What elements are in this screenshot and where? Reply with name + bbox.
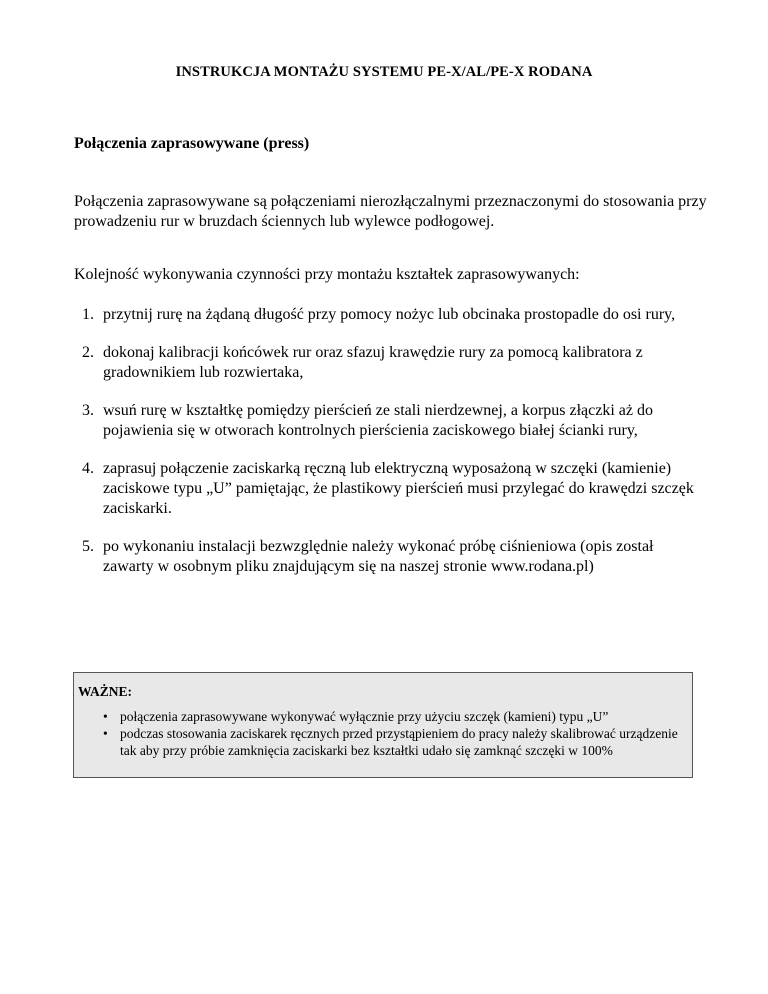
intro-paragraph: Połączenia zaprasowywane są połączeniami nierozłączalnymi przeznaczonymi do stosowania przy prowadzeniu rur w bruzdach ściennych lub wylewce podłogowej. <box>74 193 707 230</box>
step-text: wsuń rurę w kształtkę pomiędzy pierścień ze stali nierdzewnej, a korpus złączki aż do pojawienia się w otworach kontrolnych pierścienia zaciskowego białej ścianki rury, <box>103 402 654 439</box>
step-number: 3. <box>82 402 94 419</box>
section-heading: Połączenia zaprasowywane (press) <box>74 135 310 152</box>
step-number: 5. <box>82 538 94 555</box>
step-number: 1. <box>82 306 94 323</box>
important-notice-box <box>73 672 693 778</box>
notice-item-text: połączenia zaprasowywane wykonywać wyłącznie przy użyciu szczęk (kamieni) typu „U” <box>120 709 609 724</box>
steps-list <box>74 305 694 595</box>
step-item <box>74 305 694 325</box>
notice-item <box>78 725 682 759</box>
step-number: 2. <box>82 344 94 361</box>
notice-title: WAŻNE: <box>78 684 133 699</box>
step-text: dokonaj kalibracji końcówek rur oraz sfazuj krawędzie rury za pomocą kalibratora z gradownikiem lub rozwiertaka, <box>103 344 643 381</box>
step-item <box>74 343 694 383</box>
step-text: przytnij rurę na żądaną długość przy pomocy nożyc lub obcinaka prostopadle do osi rury, <box>103 306 676 323</box>
bullet-icon: • <box>103 726 108 741</box>
notice-list <box>78 708 682 759</box>
steps-lead-paragraph: Kolejność wykonywania czynności przy montażu kształtek zaprasowywanych: <box>74 266 580 283</box>
step-item <box>74 459 694 519</box>
step-item <box>74 401 694 441</box>
bullet-icon: • <box>103 709 108 724</box>
notice-item-text: podczas stosowania zaciskarek ręcznych przed przystąpieniem do pracy należy skalibrować urządzenie tak aby przy próbie zamknięcia zaciskarki bez kształtki udało się zamknąć szczęki w 100% <box>120 726 678 758</box>
step-text: po wykonaniu instalacji bezwzględnie należy wykonać próbę ciśnieniowa (opis został zawarty w osobnym pliku znajdującym się na naszej stronie www.rodana.pl) <box>103 538 654 575</box>
step-text: zaprasuj połączenie zaciskarką ręczną lub elektryczną wyposażoną w szczęki (kamienie) zaciskowe typu „U” pamiętając, że plastikowy pierścień musi przylegać do krawędzi szczęk zaciskarki. <box>103 460 694 517</box>
document-title: INSTRUKCJA MONTAŻU SYSTEMU PE-X/AL/PE-X RODANA <box>175 64 593 80</box>
step-item <box>74 537 694 577</box>
step-number: 4. <box>82 460 94 477</box>
notice-item <box>78 708 682 725</box>
